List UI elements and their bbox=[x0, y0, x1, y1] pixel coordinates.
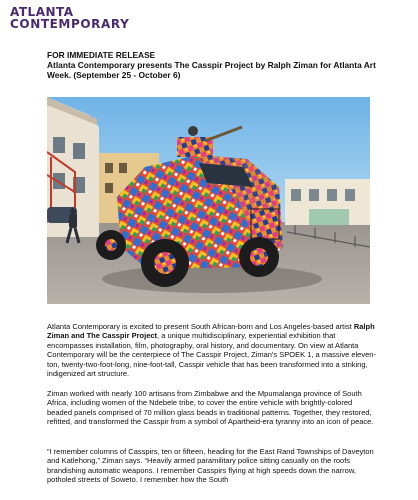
casspir-photo bbox=[47, 97, 370, 304]
headline: Atlanta Contemporary presents The Casspir Project by Ralph Ziman for Atlanta Art Week. (September 25 - October 6) bbox=[47, 60, 376, 81]
logo-line-2: CONTEMPORARY bbox=[10, 17, 130, 31]
paragraph-artisans: Ziman worked with nearly 100 artisans from Zimbabwe and the Mpumalanga province of South Africa, including women of the Ndebele tribe, to cover the entire vehicle with brightly-colored beaded panels comprised of 70 million glass beads in traditional patterns. Together, they restored, refitted, and transformed the Casspir from a symbol of Apartheid-era tyranny into an icon of peace. bbox=[47, 389, 374, 427]
paragraph-intro-rest: , a unique multidisciplinary, experiential exhibition that encompasses installation, film, photography, oral history, and documentary. On view at Atlanta Contemporary will be the centerpiece of The Casspir Project, Ziman's SPOEK 1, a massive eleven-ton, twenty-two-foot-long, nine-foot-tall, Casspir vehicle that has been transformed into a striking, indigenized art structure. bbox=[47, 331, 376, 379]
paragraph-quote: “I remember columns of Casspirs, ten or fifteen, heading for the East Rand Townships of Daveyton and Katlehong,” Ziman says. “Heavily armed paramilitary police sitting casually on the roofs brandishing automatic weapons. I remember Casspirs flying at high speeds down the narrow, potholed streets of Soweto. I remember how the South bbox=[47, 447, 374, 485]
paragraph-intro-start: Atlanta Contemporary is excited to present South African-born and Los Angeles-based artist bbox=[47, 322, 354, 331]
logo-line-1: ATLANTA bbox=[10, 5, 74, 19]
release-label: FOR IMMEDIATE RELEASE bbox=[47, 50, 156, 60]
paragraph-intro-bold: Ralph Ziman and The Casspir Project bbox=[47, 322, 375, 341]
paragraph-intro bbox=[47, 322, 377, 378]
atlanta-contemporary-logo bbox=[10, 6, 129, 30]
